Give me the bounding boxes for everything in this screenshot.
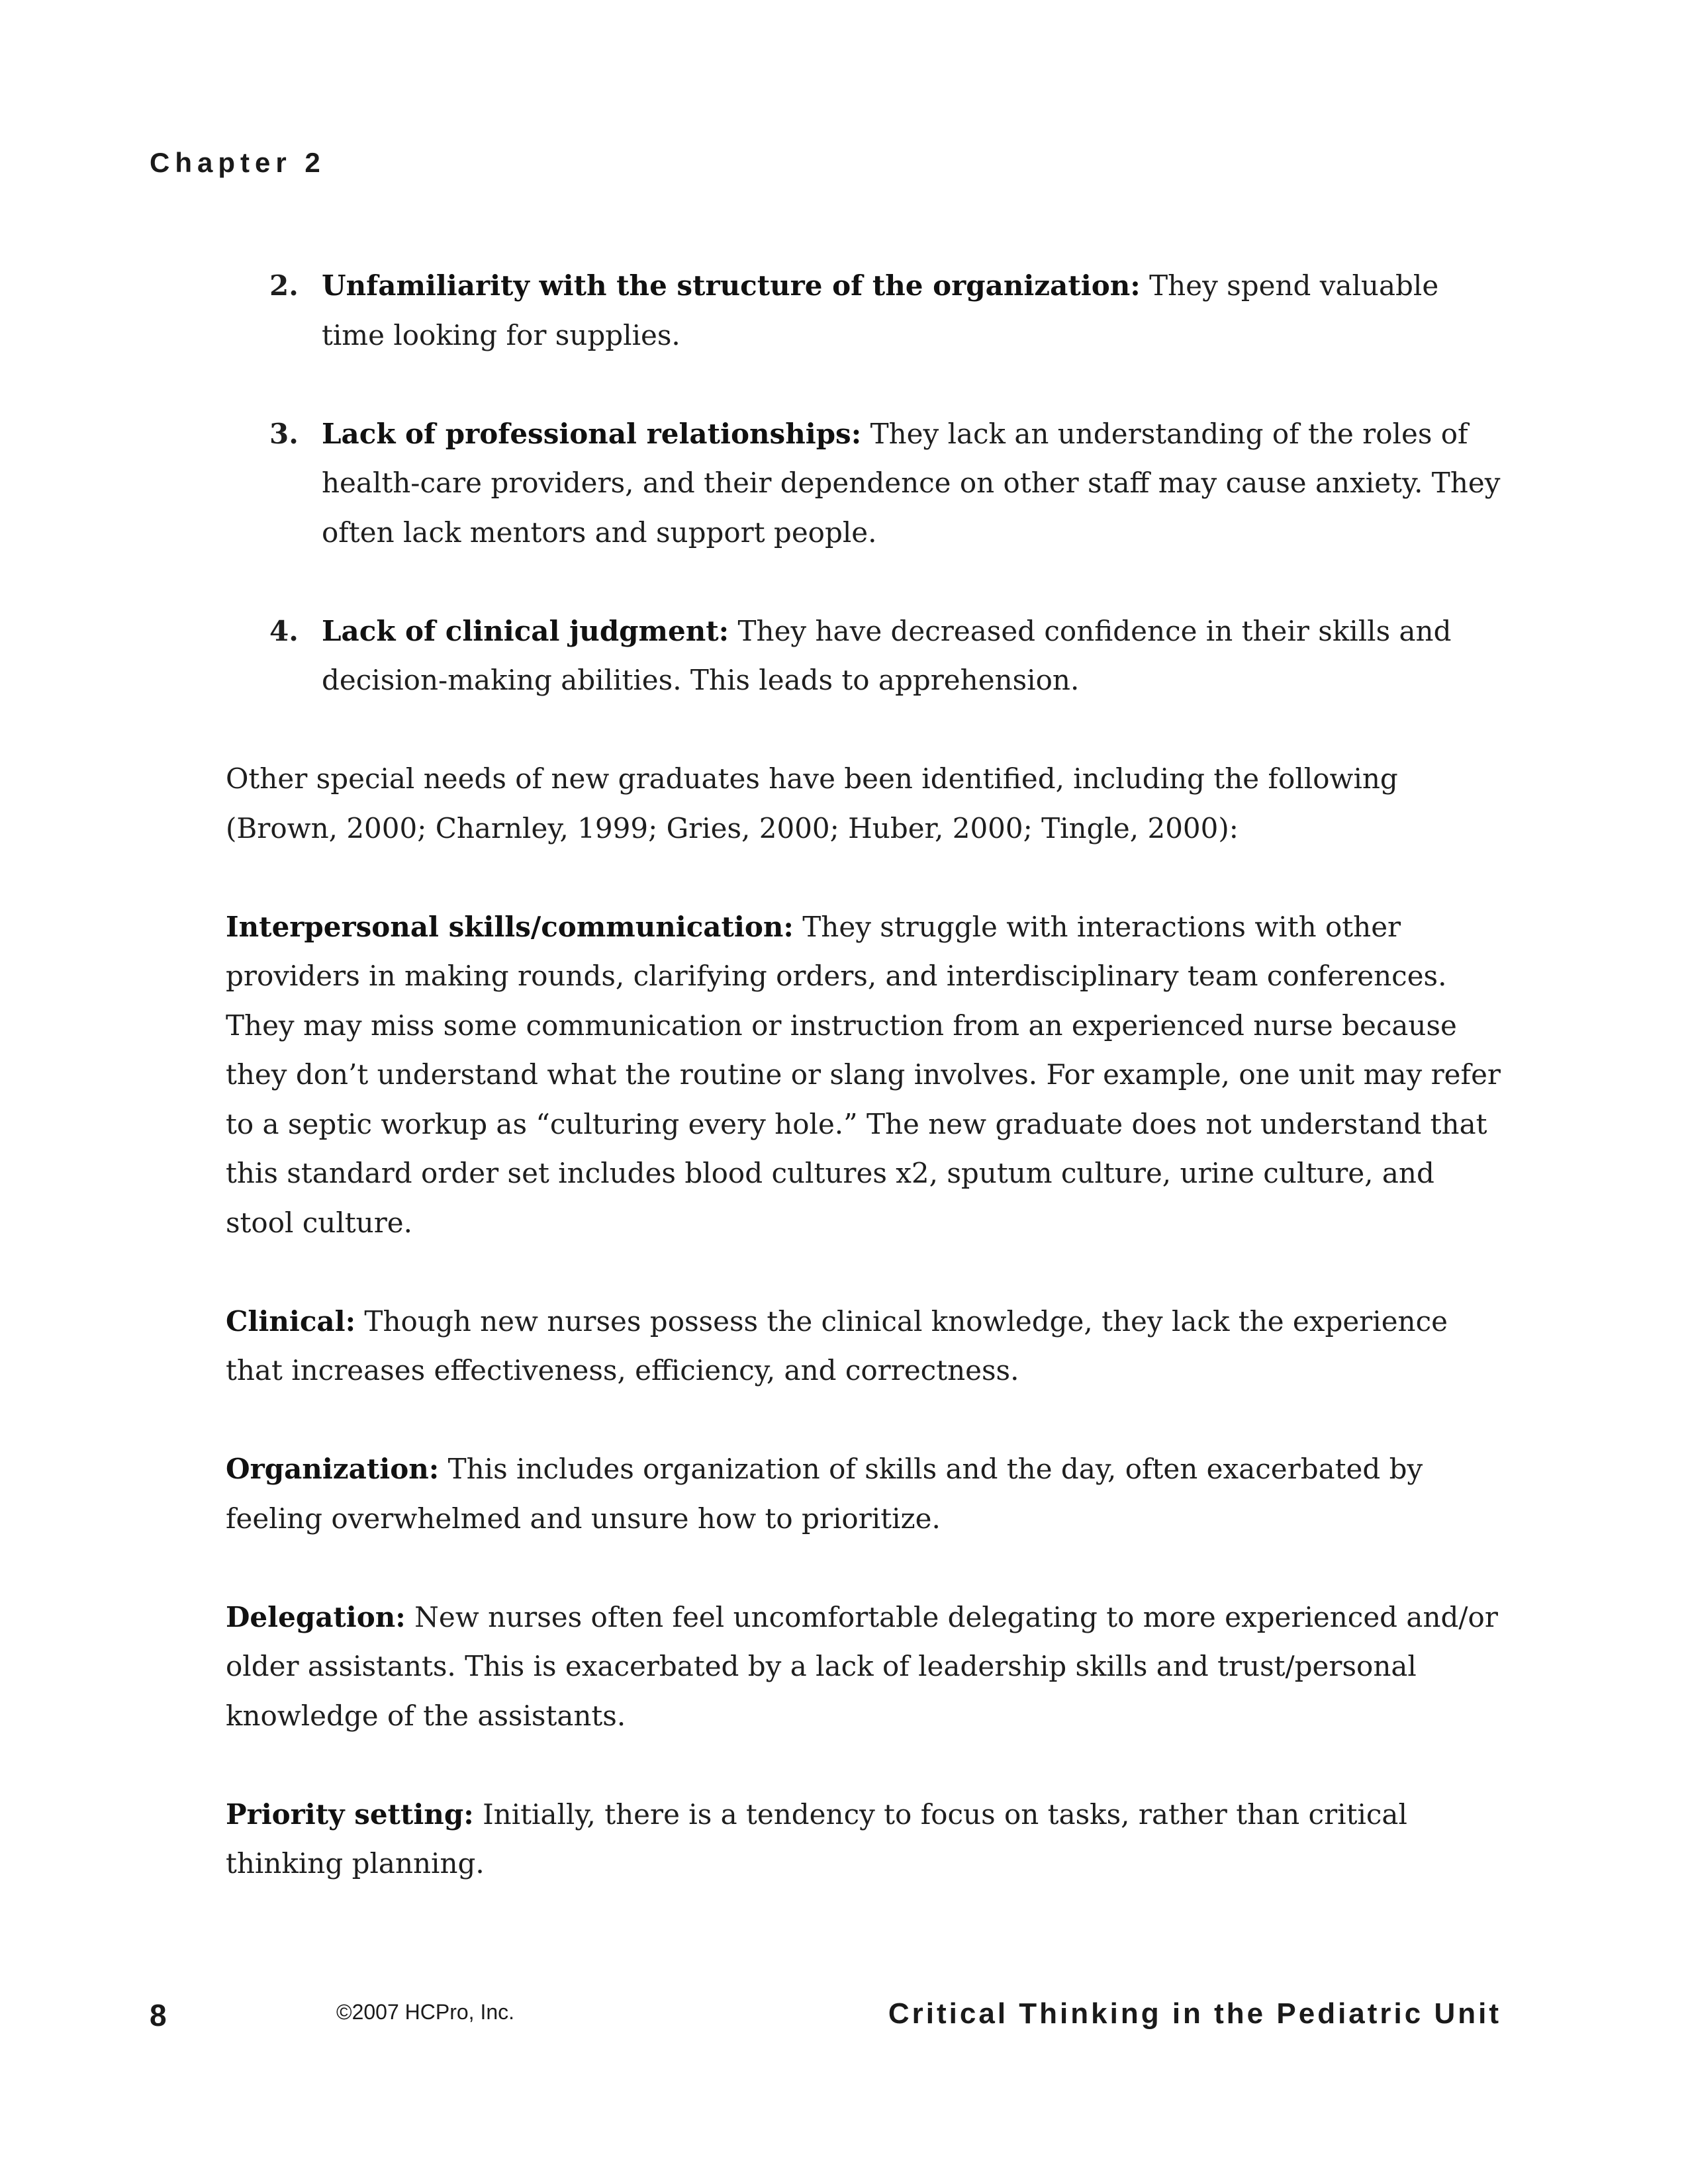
section-text: Initially, there is a tendency to focus on tasks, rather than critical thinking planning. [226, 1797, 1407, 1880]
list-item-term: Lack of professional relationships: [322, 417, 862, 450]
book-title: Critical Thinking in the Pediatric Unit [888, 1997, 1501, 2030]
list-item-text: They lack an understanding of the roles of health-care providers, and their dependence on other staff may cause anxiety. They often lack mentors and support people. [322, 417, 1501, 549]
chapter-heading: Chapter 2 [150, 147, 326, 178]
list-item-number: 2. [269, 269, 299, 302]
section-term: Clinical: [226, 1304, 356, 1338]
list-item [226, 410, 1510, 558]
section-text: This includes organization of skills and the day, often exacerbated by feeling overwhelmed and unsure how to prioritize. [226, 1453, 1423, 1535]
section-term: Interpersonal skills/communication: [226, 910, 794, 943]
list-item [226, 607, 1510, 705]
list-item-term: Unfamiliarity with the structure of the organization: [322, 269, 1141, 302]
list-item-number: 4. [269, 614, 299, 647]
list-item-number: 3. [269, 417, 299, 450]
section-paragraph [226, 1593, 1510, 1741]
intro-paragraph: Other special needs of new graduates have been identified, including the following (Brown, 2000; Charnley, 1999; Gries, 2000; Huber, 2000; Tingle, 2000): [226, 762, 1398, 844]
list-item-term: Lack of clinical judgment: [322, 614, 729, 647]
list-item-text: They spend valuable time looking for supplies. [322, 269, 1439, 351]
section-term: Priority setting: [226, 1797, 474, 1831]
list-item [226, 261, 1510, 360]
section-paragraph [226, 1297, 1510, 1396]
section-text: New nurses often feel uncomfortable delegating to more experienced and/or older assistants. This is exacerbated by a lack of leadership skills and trust/personal knowledge of the assistants. [226, 1600, 1498, 1732]
section-text: Though new nurses possess the clinical knowledge, they lack the experience that increases effectiveness, efficiency, and correctness. [226, 1304, 1448, 1387]
section-term: Delegation: [226, 1600, 406, 1633]
section-paragraph [226, 1790, 1510, 1889]
numbered-list [226, 261, 1510, 705]
copyright-notice: ©2007 HCPro, Inc. [336, 2000, 515, 2024]
section-paragraph [226, 1445, 1510, 1543]
section-text: They struggle with interactions with other providers in making rounds, clarifying orders, and interdisciplinary team conferences. They may miss some communication or instruction from an experienced nurse because they don’t understand what the routine or slang involves. For example, one unit may refer to a septic workup as “culturing every hole.” The new graduate does not understand that this standard order set includes blood cultures x2, sputum culture, urine culture, and stool culture. [226, 910, 1501, 1239]
list-item-text: They have decreased confidence in their skills and decision-making abilities. This leads to apprehension. [322, 614, 1452, 696]
page-number: 8 [150, 1998, 167, 2032]
page-body [226, 261, 1510, 1938]
section-term: Organization: [226, 1453, 440, 1485]
section-paragraph [226, 903, 1510, 1248]
